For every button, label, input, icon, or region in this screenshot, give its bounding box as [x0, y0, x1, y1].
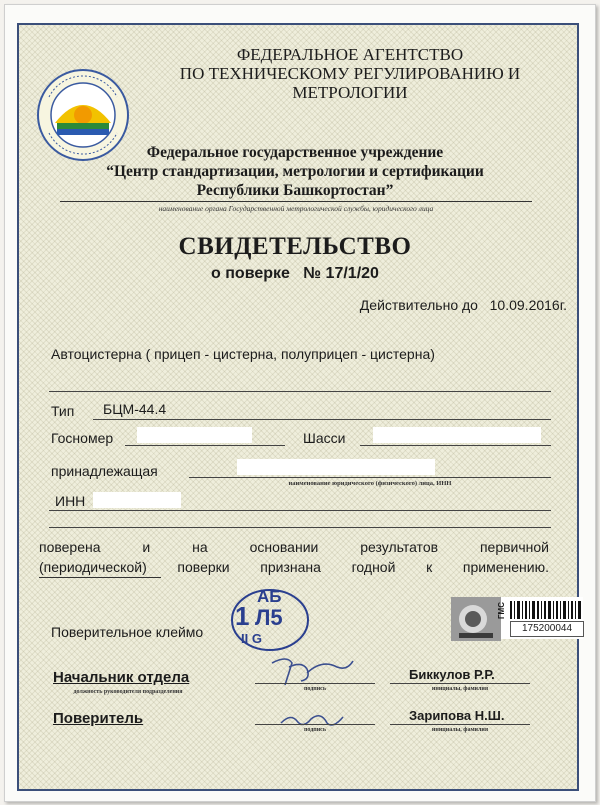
sticker-gms-label: ГМС — [497, 602, 506, 619]
subtitle-prefix: о поверке — [211, 265, 290, 282]
stamp-mark-center: Л5 — [255, 605, 283, 630]
conclusion-line-1: поверена и на основании результатов первичной — [39, 539, 549, 555]
type-label: Тип — [51, 403, 75, 419]
institution-caption: наименование органа Государственной метрологической службы, юридического лица — [158, 204, 434, 213]
certificate-title: СВИДЕТЕЛЬСТВО — [178, 233, 412, 260]
stamp-mark-left: 1 — [235, 601, 250, 631]
blank-line-2 — [49, 510, 551, 511]
owner-label: принадлежащая — [51, 463, 158, 479]
conclusion-text — [39, 537, 549, 577]
sticker-number: 175200044 — [510, 621, 584, 637]
verifier-name-line — [390, 724, 530, 725]
type-underline — [93, 419, 551, 420]
verifier-name: Зарипова Н.Ш. — [409, 708, 505, 723]
periodic-underline — [39, 577, 161, 578]
document-sheet — [4, 4, 596, 802]
chassis-redacted — [373, 427, 541, 443]
hologram-icon — [451, 597, 501, 641]
owner-caption: наименование юридического (физического) лица, ИНН — [288, 480, 452, 487]
inn-label: ИНН — [55, 493, 86, 509]
plate-label: Госномер — [51, 430, 114, 446]
inn-redacted — [93, 492, 181, 508]
head-caption: должность руководителя подразделения — [73, 689, 183, 695]
plate-underline — [125, 445, 285, 446]
owner-redacted — [237, 459, 435, 475]
stamp-mark-top: АБ — [257, 587, 282, 606]
valid-label: Действительно до — [359, 297, 478, 313]
agency-header — [145, 45, 555, 102]
verifier-label: Поверитель — [53, 710, 144, 727]
stamp-mark-bottom: II G — [241, 631, 262, 646]
head-sign-line — [255, 683, 375, 684]
chassis-underline — [360, 445, 551, 446]
blank-line-3 — [49, 527, 551, 528]
verifier-sign-line — [255, 724, 375, 725]
institution-line-3: Республики Башкортостан” — [196, 182, 394, 199]
chassis-label: Шасси — [303, 430, 346, 446]
agency-line-1: ФЕДЕРАЛЬНОЕ АГЕНТСТВО — [236, 45, 464, 64]
object-description: Автоцистерна ( прицеп - цистерна, полуприцеп - цистерна) — [51, 346, 435, 362]
head-sign-caption: подпись — [303, 686, 327, 692]
barcode-icon — [510, 601, 582, 619]
institution-line-1: Федеральное государственное учреждение — [146, 144, 444, 161]
plate-redacted — [137, 427, 252, 443]
type-value: БЦМ-44.4 — [103, 401, 167, 417]
certificate-subtitle — [145, 265, 445, 283]
agency-line-2: ПО ТЕХНИЧЕСКОМУ РЕГУЛИРОВАНИЮ И — [179, 64, 521, 83]
validity — [360, 297, 567, 313]
verifier-sign-caption: подпись — [303, 727, 327, 733]
owner-underline — [189, 477, 551, 478]
head-name: Биккулов Р.Р. — [409, 667, 495, 682]
head-label: Начальник отдела — [53, 669, 190, 686]
certificate-number: № 17/1/20 — [303, 265, 379, 282]
head-name-line — [390, 683, 530, 684]
institution-block — [60, 143, 530, 200]
agency-line-3: МЕТРОЛОГИИ — [292, 83, 408, 102]
head-name-caption: инициалы, фамилия — [431, 686, 489, 692]
institution-underline — [60, 201, 532, 202]
conclusion-line-2: (периодической) поверки признана годной к применению. — [39, 559, 549, 575]
stamp-label: Поверительное клеймо — [51, 624, 204, 640]
blank-line-1 — [49, 391, 551, 392]
institution-line-2: “Центр стандартизации, метрологии и сертификации — [106, 163, 484, 180]
valid-date: 10.09.2016г. — [489, 297, 567, 313]
verifier-name-caption: инициалы, фамилия — [431, 727, 489, 733]
